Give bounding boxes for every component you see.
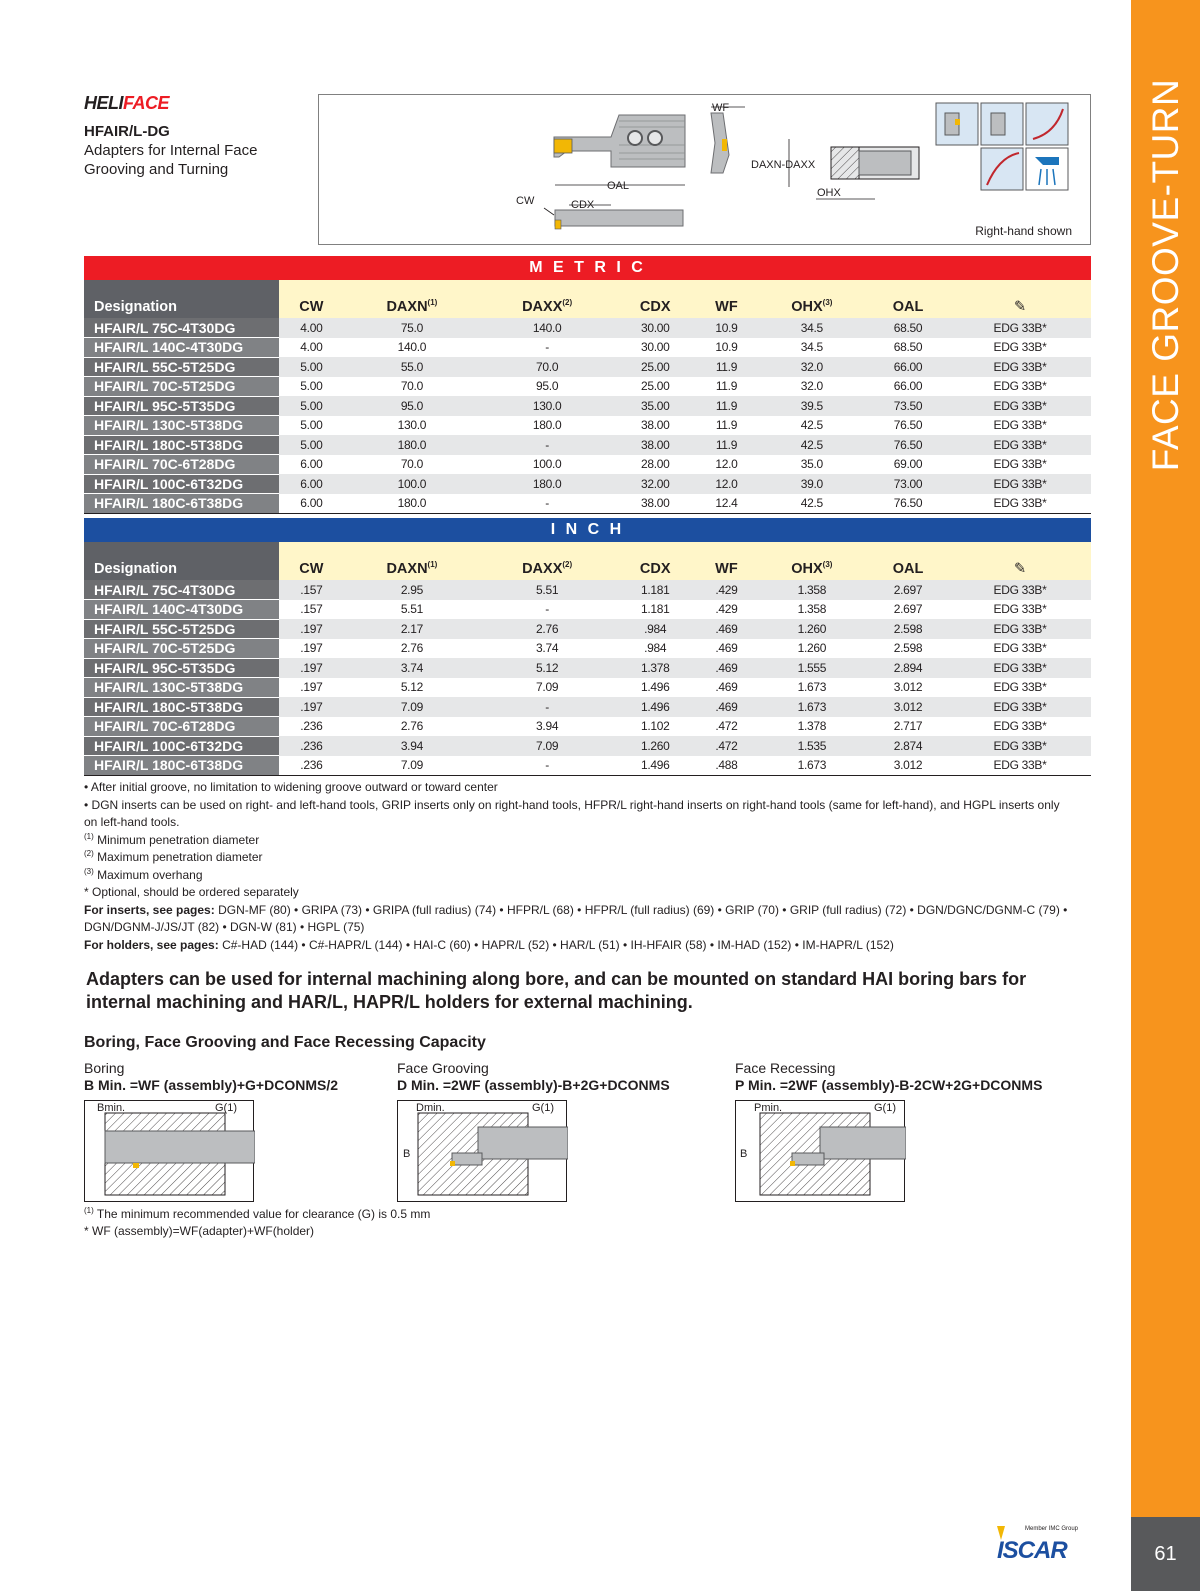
value-cell: 1.673 xyxy=(757,697,867,717)
value-cell: 76.50 xyxy=(867,494,949,514)
col-oal: OAL xyxy=(867,542,949,580)
table-row xyxy=(84,736,1091,756)
value-cell: EDG 33B* xyxy=(949,697,1091,717)
value-cell: 25.00 xyxy=(614,357,696,377)
value-cell: 2.76 xyxy=(480,619,614,639)
svg-text:ISCAR: ISCAR xyxy=(997,1537,1067,1562)
value-cell: 5.12 xyxy=(480,658,614,678)
svg-text:Dmin.: Dmin. xyxy=(416,1102,445,1114)
table-row xyxy=(84,338,1091,358)
value-cell: 1.378 xyxy=(757,717,867,737)
optional-note: * Optional, should be ordered separately xyxy=(84,885,299,899)
value-cell: 66.00 xyxy=(867,377,949,397)
designation-cell: HFAIR/L 130C-5T38DG xyxy=(84,678,279,698)
note-1: • After initial groove, no limitation to widening groove outward or toward center xyxy=(84,780,498,794)
inch-header-row xyxy=(84,542,1091,580)
col-cdx: CDX xyxy=(614,280,696,318)
tool-description: Adapters for Internal Face Grooving and Turning xyxy=(84,142,258,178)
recessing-diagram xyxy=(735,1100,905,1202)
grooving-heading: Face Grooving xyxy=(397,1060,489,1076)
recessing-block xyxy=(735,1060,1042,1094)
value-cell: 1.673 xyxy=(757,756,867,776)
table-row xyxy=(84,357,1091,377)
designation-cell: HFAIR/L 70C-6T28DG xyxy=(84,717,279,737)
value-cell: 5.00 xyxy=(279,416,344,436)
value-cell: - xyxy=(480,338,614,358)
recessing-formula: P Min. =2WF (assembly)-B-2CW+2G+DCONMS xyxy=(735,1077,1043,1093)
value-cell: 6.00 xyxy=(279,494,344,514)
svg-text:CDX: CDX xyxy=(571,199,595,211)
inserts-ref: For inserts, see pages: DGN-MF (80) • GRIPA (73) • GRIPA (full radius) (74) • HFPR/L (68) • HFPR/L (full radius) (69) • GRIP (70) • GRIP (full radius) (72) • DGN/DGNC/DGNM-C (79) • DGN/DGNM-J/JS/JT (82) • DGN-W (81) • HGPL (75) xyxy=(84,902,1068,934)
svg-text:B: B xyxy=(740,1148,748,1160)
right-hand-note: Right-hand shown xyxy=(975,224,1072,238)
value-cell: 5.00 xyxy=(279,396,344,416)
designation-cell: HFAIR/L 95C-5T35DG xyxy=(84,658,279,678)
value-cell: EDG 33B* xyxy=(949,455,1091,475)
value-cell: EDG 33B* xyxy=(949,736,1091,756)
value-cell: .469 xyxy=(696,678,756,698)
col-designation: Designation xyxy=(84,280,279,318)
col-designation: Designation xyxy=(84,542,279,580)
grooving-block xyxy=(397,1060,670,1094)
value-cell: 11.9 xyxy=(696,377,756,397)
col-key xyxy=(949,280,1091,318)
value-cell: 5.00 xyxy=(279,377,344,397)
metric-body xyxy=(84,318,1091,513)
value-cell: 95.0 xyxy=(344,396,480,416)
value-cell: EDG 33B* xyxy=(949,474,1091,494)
bottom-footnote-2: * WF (assembly)=WF(adapter)+WF(holder) xyxy=(84,1224,315,1238)
boring-diagram xyxy=(84,1100,254,1202)
value-cell: 6.00 xyxy=(279,474,344,494)
table-row xyxy=(84,494,1091,514)
value-cell: 69.00 xyxy=(867,455,949,475)
value-cell: 70.0 xyxy=(344,455,480,475)
value-cell: 10.9 xyxy=(696,338,756,358)
value-cell: 3.94 xyxy=(344,736,480,756)
value-cell: EDG 33B* xyxy=(949,435,1091,455)
col-key xyxy=(949,542,1091,580)
value-cell: 100.0 xyxy=(344,474,480,494)
value-cell: EDG 33B* xyxy=(949,600,1091,620)
value-cell: .429 xyxy=(696,600,756,620)
value-cell: 1.378 xyxy=(614,658,696,678)
svg-text:B: B xyxy=(403,1148,411,1160)
designation-cell: HFAIR/L 130C-5T38DG xyxy=(84,416,279,436)
value-cell: 66.00 xyxy=(867,357,949,377)
grooving-diagram xyxy=(397,1100,567,1202)
key-icon: ✎ xyxy=(1013,299,1027,315)
value-cell: 1.181 xyxy=(614,580,696,600)
svg-text:WF: WF xyxy=(712,102,730,114)
designation-cell: HFAIR/L 140C-4T30DG xyxy=(84,338,279,358)
value-cell: - xyxy=(480,600,614,620)
value-cell: 42.5 xyxy=(757,494,867,514)
value-cell: 4.00 xyxy=(279,338,344,358)
table-row xyxy=(84,697,1091,717)
value-cell: EDG 33B* xyxy=(949,416,1091,436)
value-cell: 11.9 xyxy=(696,416,756,436)
value-cell: 100.0 xyxy=(480,455,614,475)
value-cell: 32.00 xyxy=(614,474,696,494)
inch-table xyxy=(84,542,1091,776)
value-cell: 3.74 xyxy=(480,639,614,659)
value-cell: 2.76 xyxy=(344,717,480,737)
value-cell: 140.0 xyxy=(480,318,614,338)
footnote-3: $^{(3)}$ Maximum overhang xyxy=(84,866,203,882)
svg-text:OAL: OAL xyxy=(607,180,630,192)
application-icons xyxy=(936,103,1068,190)
value-cell: 2.894 xyxy=(867,658,949,678)
designation-cell: HFAIR/L 100C-6T32DG xyxy=(84,474,279,494)
value-cell: 7.09 xyxy=(344,697,480,717)
value-cell: EDG 33B* xyxy=(949,494,1091,514)
value-cell: 11.9 xyxy=(696,396,756,416)
col-cw: CW xyxy=(279,542,344,580)
designation-cell: HFAIR/L 75C-4T30DG xyxy=(84,318,279,338)
value-cell: 76.50 xyxy=(867,416,949,436)
value-cell: EDG 33B* xyxy=(949,756,1091,776)
value-cell: 95.0 xyxy=(480,377,614,397)
table-row xyxy=(84,600,1091,620)
value-cell: EDG 33B* xyxy=(949,377,1091,397)
value-cell: 10.9 xyxy=(696,318,756,338)
designation-cell: HFAIR/L 75C-4T30DG xyxy=(84,580,279,600)
value-cell: .472 xyxy=(696,717,756,737)
value-cell: 11.9 xyxy=(696,435,756,455)
designation-cell: HFAIR/L 55C-5T25DG xyxy=(84,357,279,377)
svg-text:G(1): G(1) xyxy=(874,1102,896,1114)
holders-ref: For holders, see pages: C#-HAD (144) • C#-HAPR/L (144) • HAI-C (60) • HAPR/L (52) • HAR/L (51) • IH-HFAIR (58) • IM-HAD (152) • IM-HAPR/L (152) xyxy=(84,937,894,952)
designation-cell: HFAIR/L 70C-5T25DG xyxy=(84,377,279,397)
value-cell: 1.181 xyxy=(614,600,696,620)
value-cell: 35.00 xyxy=(614,396,696,416)
value-cell: .469 xyxy=(696,639,756,659)
value-cell: 28.00 xyxy=(614,455,696,475)
value-cell: EDG 33B* xyxy=(949,338,1091,358)
value-cell: .469 xyxy=(696,619,756,639)
value-cell: 30.00 xyxy=(614,318,696,338)
value-cell: .469 xyxy=(696,697,756,717)
value-cell: 180.0 xyxy=(344,435,480,455)
table-row xyxy=(84,435,1091,455)
metric-header-row xyxy=(84,280,1091,318)
value-cell: 34.5 xyxy=(757,318,867,338)
metric-table xyxy=(84,280,1091,514)
table-row xyxy=(84,619,1091,639)
value-cell: EDG 33B* xyxy=(949,580,1091,600)
value-cell: - xyxy=(480,697,614,717)
value-cell: 2.697 xyxy=(867,600,949,620)
value-cell: .197 xyxy=(279,678,344,698)
value-cell: 42.5 xyxy=(757,416,867,436)
value-cell: .236 xyxy=(279,756,344,776)
boring-block xyxy=(84,1060,338,1094)
value-cell: EDG 33B* xyxy=(949,318,1091,338)
svg-text:Bmin.: Bmin. xyxy=(97,1102,126,1114)
value-cell: 39.0 xyxy=(757,474,867,494)
value-cell: 5.51 xyxy=(480,580,614,600)
value-cell: 35.0 xyxy=(757,455,867,475)
value-cell: .236 xyxy=(279,736,344,756)
table-row xyxy=(84,396,1091,416)
table-row xyxy=(84,717,1091,737)
page-number: 61 xyxy=(1131,1517,1200,1591)
svg-text:Member IMC Group: Member IMC Group xyxy=(1025,1526,1079,1532)
value-cell: - xyxy=(480,494,614,514)
table-row xyxy=(84,756,1091,776)
designation-cell: HFAIR/L 70C-5T25DG xyxy=(84,639,279,659)
value-cell: 2.95 xyxy=(344,580,480,600)
value-cell: EDG 33B* xyxy=(949,717,1091,737)
value-cell: 55.0 xyxy=(344,357,480,377)
value-cell: 180.0 xyxy=(344,494,480,514)
value-cell: .488 xyxy=(696,756,756,776)
grooving-formula: D Min. =2WF (assembly)-B+2G+DCONMS xyxy=(397,1077,670,1093)
bottom-footnotes xyxy=(84,1206,430,1240)
value-cell: 1.358 xyxy=(757,580,867,600)
col-oal: OAL xyxy=(867,280,949,318)
svg-text:Pmin.: Pmin. xyxy=(754,1102,783,1114)
value-cell: 180.0 xyxy=(480,474,614,494)
value-cell: 2.76 xyxy=(344,639,480,659)
value-cell: 70.0 xyxy=(480,357,614,377)
note-2: • DGN inserts can be used on right- and left-hand tools, GRIP inserts only on right-hand tools, HFPR/L right-hand inserts on right-hand tools (same for left-hand), and HGPL inserts only on left-hand tools. xyxy=(84,797,1060,829)
inch-body xyxy=(84,580,1091,775)
value-cell: 7.09 xyxy=(480,678,614,698)
value-cell: 70.0 xyxy=(344,377,480,397)
value-cell: 68.50 xyxy=(867,318,949,338)
value-cell: 5.12 xyxy=(344,678,480,698)
table-row xyxy=(84,474,1091,494)
value-cell: 12.0 xyxy=(696,455,756,475)
recessing-heading: Face Recessing xyxy=(735,1060,836,1076)
designation-cell: HFAIR/L 140C-4T30DG xyxy=(84,600,279,620)
value-cell: .157 xyxy=(279,600,344,620)
svg-text:G(1): G(1) xyxy=(215,1102,237,1114)
value-cell: 5.51 xyxy=(344,600,480,620)
value-cell: 75.0 xyxy=(344,318,480,338)
table-row xyxy=(84,639,1091,659)
svg-text:CW: CW xyxy=(516,195,535,207)
technical-drawing xyxy=(318,94,1091,245)
usage-statement: Adapters can be used for internal machining along bore, and can be mounted on standard HAI boring bars for internal machining and HAR/L, HAPR/L holders for external machining. xyxy=(86,969,1027,1012)
col-daxx: DAXX$^{(2)}$ xyxy=(480,280,614,318)
value-cell: 3.74 xyxy=(344,658,480,678)
bottom-footnote-1: $^{(1)}$ The minimum recommended value for clearance (G) is 0.5 mm xyxy=(84,1206,431,1221)
value-cell: 180.0 xyxy=(480,416,614,436)
value-cell: 7.09 xyxy=(480,736,614,756)
designation-cell: HFAIR/L 180C-5T38DG xyxy=(84,697,279,717)
value-cell: 73.00 xyxy=(867,474,949,494)
col-cdx: CDX xyxy=(614,542,696,580)
heliface-logo: HELIFACE xyxy=(84,93,170,113)
tool-code: HFAIR/L-DG xyxy=(84,123,170,140)
value-cell: EDG 33B* xyxy=(949,658,1091,678)
value-cell: EDG 33B* xyxy=(949,678,1091,698)
value-cell: EDG 33B* xyxy=(949,619,1091,639)
value-cell: .197 xyxy=(279,639,344,659)
boring-formula: B Min. =WF (assembly)+G+DCONMS/2 xyxy=(84,1077,338,1093)
value-cell: EDG 33B* xyxy=(949,639,1091,659)
value-cell: 1.555 xyxy=(757,658,867,678)
col-daxn: DAXN$^{(1)}$ xyxy=(344,542,480,580)
value-cell: 68.50 xyxy=(867,338,949,358)
designation-cell: HFAIR/L 55C-5T25DG xyxy=(84,619,279,639)
value-cell: 30.00 xyxy=(614,338,696,358)
value-cell: 1.673 xyxy=(757,678,867,698)
table-row xyxy=(84,580,1091,600)
value-cell: 2.697 xyxy=(867,580,949,600)
value-cell: 5.00 xyxy=(279,435,344,455)
table-row xyxy=(84,678,1091,698)
value-cell: 7.09 xyxy=(344,756,480,776)
value-cell: 1.535 xyxy=(757,736,867,756)
value-cell: 140.0 xyxy=(344,338,480,358)
value-cell: 76.50 xyxy=(867,435,949,455)
value-cell: 1.260 xyxy=(614,736,696,756)
col-ohx: OHX$^{(3)}$ xyxy=(757,280,867,318)
value-cell: .429 xyxy=(696,580,756,600)
designation-cell: HFAIR/L 180C-6T38DG xyxy=(84,756,279,776)
value-cell: 1.496 xyxy=(614,678,696,698)
table-row xyxy=(84,318,1091,338)
value-cell: 12.4 xyxy=(696,494,756,514)
value-cell: 3.94 xyxy=(480,717,614,737)
footnote-2: $^{(2)}$ Maximum penetration diameter xyxy=(84,849,263,864)
value-cell: 130.0 xyxy=(480,396,614,416)
metric-band: M E T R I C xyxy=(84,256,1091,280)
value-cell: 32.0 xyxy=(757,377,867,397)
value-cell: 3.012 xyxy=(867,678,949,698)
iscar-logo xyxy=(995,1522,1095,1562)
value-cell: .197 xyxy=(279,697,344,717)
svg-text:OHX: OHX xyxy=(817,187,841,199)
value-cell: 3.012 xyxy=(867,756,949,776)
value-cell: 34.5 xyxy=(757,338,867,358)
col-ohx: OHX$^{(3)}$ xyxy=(757,542,867,580)
value-cell: .984 xyxy=(614,639,696,659)
value-cell: 1.496 xyxy=(614,756,696,776)
value-cell: 12.0 xyxy=(696,474,756,494)
table-row xyxy=(84,455,1091,475)
value-cell: 1.260 xyxy=(757,619,867,639)
value-cell: 3.012 xyxy=(867,697,949,717)
value-cell: 39.5 xyxy=(757,396,867,416)
designation-cell: HFAIR/L 180C-6T38DG xyxy=(84,494,279,514)
value-cell: .197 xyxy=(279,619,344,639)
table-row xyxy=(84,416,1091,436)
key-icon: ✎ xyxy=(1013,561,1027,577)
svg-text:DAXN-DAXX: DAXN-DAXX xyxy=(751,159,816,171)
value-cell: .197 xyxy=(279,658,344,678)
value-cell: .157 xyxy=(279,580,344,600)
value-cell: 1.260 xyxy=(757,639,867,659)
value-cell: - xyxy=(480,756,614,776)
value-cell: 4.00 xyxy=(279,318,344,338)
value-cell: 2.717 xyxy=(867,717,949,737)
value-cell: 130.0 xyxy=(344,416,480,436)
value-cell: 38.00 xyxy=(614,435,696,455)
value-cell: 1.496 xyxy=(614,697,696,717)
col-cw: CW xyxy=(279,280,344,318)
value-cell: 2.874 xyxy=(867,736,949,756)
value-cell: .236 xyxy=(279,717,344,737)
value-cell: - xyxy=(480,435,614,455)
value-cell: EDG 33B* xyxy=(949,396,1091,416)
designation-cell: HFAIR/L 100C-6T32DG xyxy=(84,736,279,756)
value-cell: 38.00 xyxy=(614,494,696,514)
boring-heading: Boring xyxy=(84,1060,125,1076)
value-cell: EDG 33B* xyxy=(949,357,1091,377)
value-cell: 2.17 xyxy=(344,619,480,639)
value-cell: .984 xyxy=(614,619,696,639)
table-row xyxy=(84,377,1091,397)
value-cell: 6.00 xyxy=(279,455,344,475)
designation-cell: HFAIR/L 180C-5T38DG xyxy=(84,435,279,455)
section-title: FACE GROOVE-TURN xyxy=(1144,78,1186,472)
value-cell: 42.5 xyxy=(757,435,867,455)
value-cell: 32.0 xyxy=(757,357,867,377)
value-cell: .469 xyxy=(696,658,756,678)
value-cell: 25.00 xyxy=(614,377,696,397)
value-cell: 1.358 xyxy=(757,600,867,620)
capacity-title: Boring, Face Grooving and Face Recessing Capacity xyxy=(84,1034,486,1051)
value-cell: 2.598 xyxy=(867,619,949,639)
col-daxn: DAXN$^{(1)}$ xyxy=(344,280,480,318)
svg-text:G(1): G(1) xyxy=(532,1102,554,1114)
notes xyxy=(84,779,1074,954)
value-cell: 73.50 xyxy=(867,396,949,416)
value-cell: 2.598 xyxy=(867,639,949,659)
col-wf: WF xyxy=(696,280,756,318)
designation-cell: HFAIR/L 70C-6T28DG xyxy=(84,455,279,475)
col-daxx: DAXX$^{(2)}$ xyxy=(480,542,614,580)
value-cell: 1.102 xyxy=(614,717,696,737)
footnote-1: $^{(1)}$ Minimum penetration diameter xyxy=(84,831,260,847)
inch-band: I N C H xyxy=(84,518,1091,542)
designation-cell: HFAIR/L 95C-5T35DG xyxy=(84,396,279,416)
value-cell: .472 xyxy=(696,736,756,756)
col-wf: WF xyxy=(696,542,756,580)
table-row xyxy=(84,658,1091,678)
value-cell: 38.00 xyxy=(614,416,696,436)
value-cell: 11.9 xyxy=(696,357,756,377)
value-cell: 5.00 xyxy=(279,357,344,377)
